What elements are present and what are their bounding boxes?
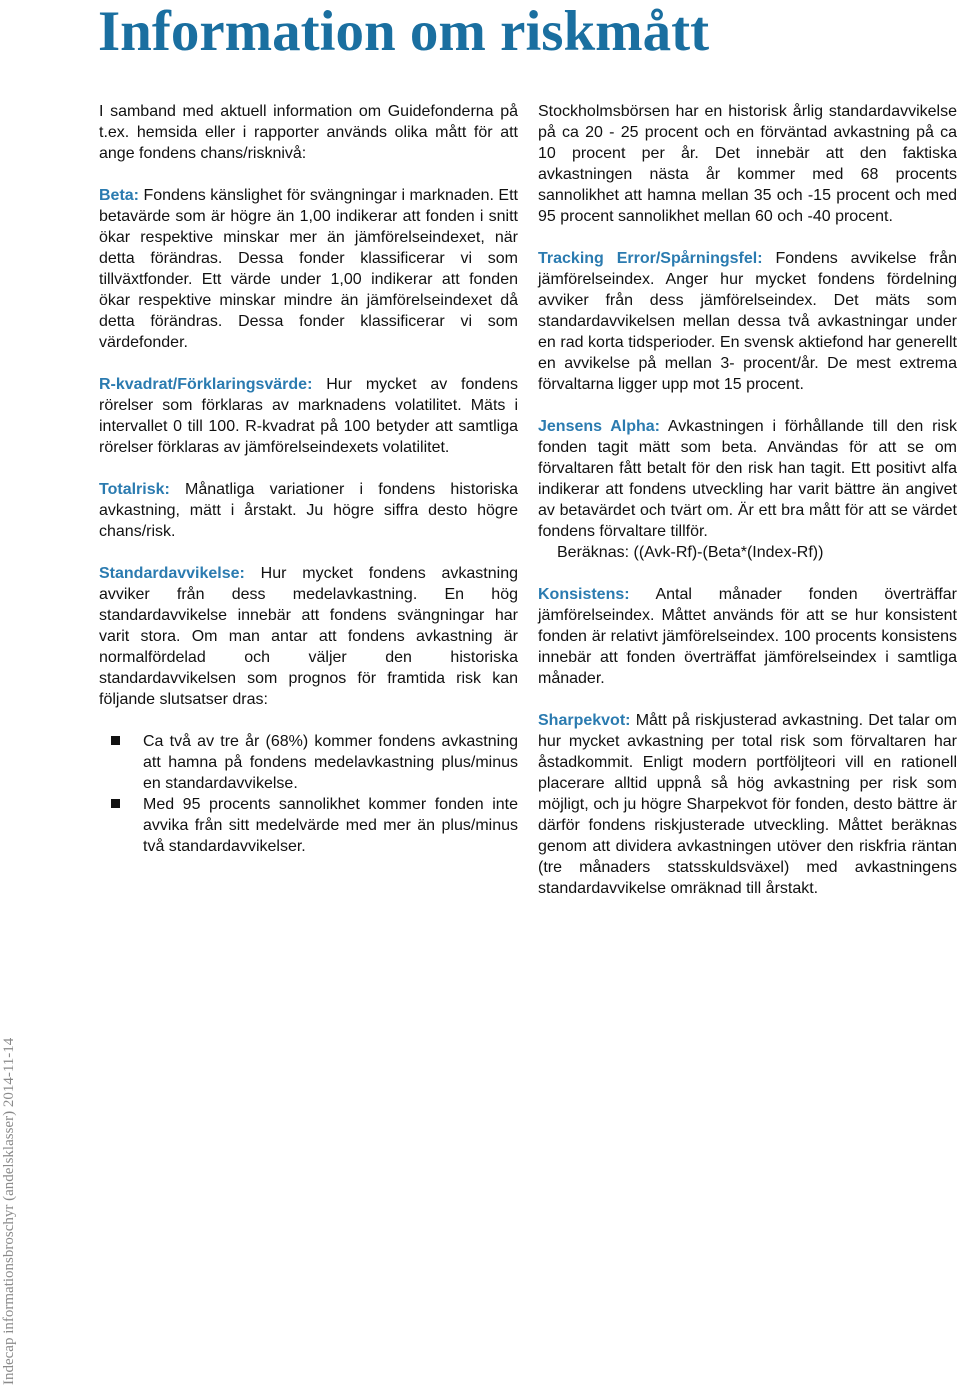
- list-item: [99, 794, 518, 857]
- total-risk-term: Totalrisk:: [99, 481, 170, 498]
- jensens-alpha-text: Avkastningen i förhållande till den risk fonden tagit mätt som beta. Användas för att se om förvaltaren fått betalt för den risk han tagit. Ett positivt alfa indikerar att fondens utveckling har varit bättre än angivet av betavärdet och tvärt om. Är ett bra mått för att se värdet fondens förvaltare tillför.: [538, 418, 957, 540]
- consistency-paragraph: [538, 584, 957, 689]
- r-squared-term: R-kvadrat/Förklaringsvärde:: [99, 376, 313, 393]
- total-risk-text: Månatliga variationer i fondens historiska avkastning, mätt i årstakt. Ju högre siffra desto högre chans/risk.: [99, 481, 518, 540]
- std-dev-bullet-list: [99, 731, 518, 857]
- jensens-alpha-paragraph: [538, 416, 957, 542]
- page-title: Information om riskmått: [98, 0, 710, 63]
- square-bullet-icon: [111, 736, 120, 745]
- sharpe-term: Sharpekvot:: [538, 712, 631, 729]
- right-column: [538, 101, 957, 899]
- intro-paragraph: I samband med aktuell information om Guidefonderna på t.ex. hemsida eller i rapporter används olika mått för att ange fondens chans/risknivå:: [99, 103, 518, 162]
- r-squared-paragraph: [99, 374, 518, 458]
- square-bullet-icon: [111, 799, 120, 808]
- std-dev-text: Hur mycket fondens avkastning avviker från dess medelavkastning. En hög standardavvikelse innebär att fondens svängningar har varit stora. Om man antar att fondens avkastning är normalfördelad och väljer den historiska standardavvikelsen som prognos för framtida risk kan följande slutsatser dras:: [99, 565, 518, 708]
- total-risk-paragraph: [99, 479, 518, 542]
- list-item: [99, 731, 518, 794]
- bullet-text: Ca två av tre år (68%) kommer fondens avkastning att hamna på fondens medelavkastning plus/minus en standardavvikelse.: [143, 733, 518, 792]
- tracking-error-term: Tracking Error/Spårningsfel:: [538, 250, 763, 267]
- beta-term: Beta:: [99, 187, 140, 204]
- left-column: [99, 101, 518, 857]
- sharpe-text: Mått på riskjusterad avkastning. Det talar om hur mycket avkastning per total risk som förvaltaren har åstadkommit. Enligt modern portföljteori vill en rationell placerare alltid uppnå så hög avkastning per risk som möjligt, och ju högre Sharpekvot för fonden, desto bättre är därför fondens riskjusterade utveckling. Måttet beräknas genom att dividera avkastningen utöver den riskfria räntan (tre månaders statsskuldsväxel) med avkastningens standardavvikelse omräknad till årstakt.: [538, 712, 957, 897]
- vertical-footer: Indecap informationsbroschyr (andelsklasser) 2014-11-14: [1, 1037, 17, 1385]
- std-dev-paragraph: [99, 563, 518, 710]
- std-dev-term: Standardavvikelse:: [99, 565, 245, 582]
- tracking-error-text: Fondens avvikelse från jämförelseindex. Anger hur mycket fondens fördelning avviker från dess jämförelseindex. Det mäts som standardavvikelsen mellan dessa två avkastningar under en rad korta tidsperioder. En svensk aktiefond har generellt en avvikelse på mellan 3- procent/år. De mest extrema förvaltarna ligger upp mot 15 procent.: [538, 250, 957, 393]
- jensens-alpha-term: Jensens Alpha:: [538, 418, 660, 435]
- tracking-error-paragraph: [538, 248, 957, 395]
- stockholm-paragraph: Stockholmsbörsen har en historisk årlig standardavvikelse på ca 20 - 25 procent och en förväntad avkastning på ca 10 procent per år. Det innebär att den faktiska avkastningen nästa år kommer med 68 procents sannolikhet att hamna mellan 35 och -15 procent och med 95 procent sannolikhet mellan 60 och -40 procent.: [538, 103, 957, 225]
- sharpe-paragraph: [538, 710, 957, 899]
- bullet-text: Med 95 procents sannolikhet kommer fonden inte avvika från sitt medelvärde med mer än plus/minus två standardavvikelser.: [143, 796, 518, 855]
- beta-paragraph: [99, 185, 518, 353]
- consistency-text: Antal månader fonden överträffar jämförelseindex. Måttet används för att se hur konsistent fonden är relativt jämförelseindex. 100 procents konsistens innebär att fonden överträffat jämförelseindex i samtliga månader.: [538, 586, 957, 687]
- r-squared-text: Hur mycket av fondens rörelser som förklaras av marknadens volatilitet. Mäts i intervallet 0 till 100. R-kvadrat på 100 betyder att samtliga rörelser förklaras av jämförelseindexets volatilitet.: [99, 376, 518, 456]
- beta-text: Fondens känslighet för svängningar i marknaden. Ett betavärde som är högre än 1,00 indikerar att fonden i snitt ökar respektive minskar mer än jämförelseindexet, när detta förändras. Dessa fonder klassificerar vi som tillväxtfonder. Ett värde under 1,00 indikerar att fonden ökar respektive minskar mindre än jämförelseindexet då detta förändras. Dessa fonder klassificerar vi som värdefonder.: [99, 187, 518, 351]
- consistency-term: Konsistens:: [538, 586, 630, 603]
- jensens-alpha-formula: Beräknas: ((Avk-Rf)-(Beta*(Index-Rf)): [557, 544, 824, 561]
